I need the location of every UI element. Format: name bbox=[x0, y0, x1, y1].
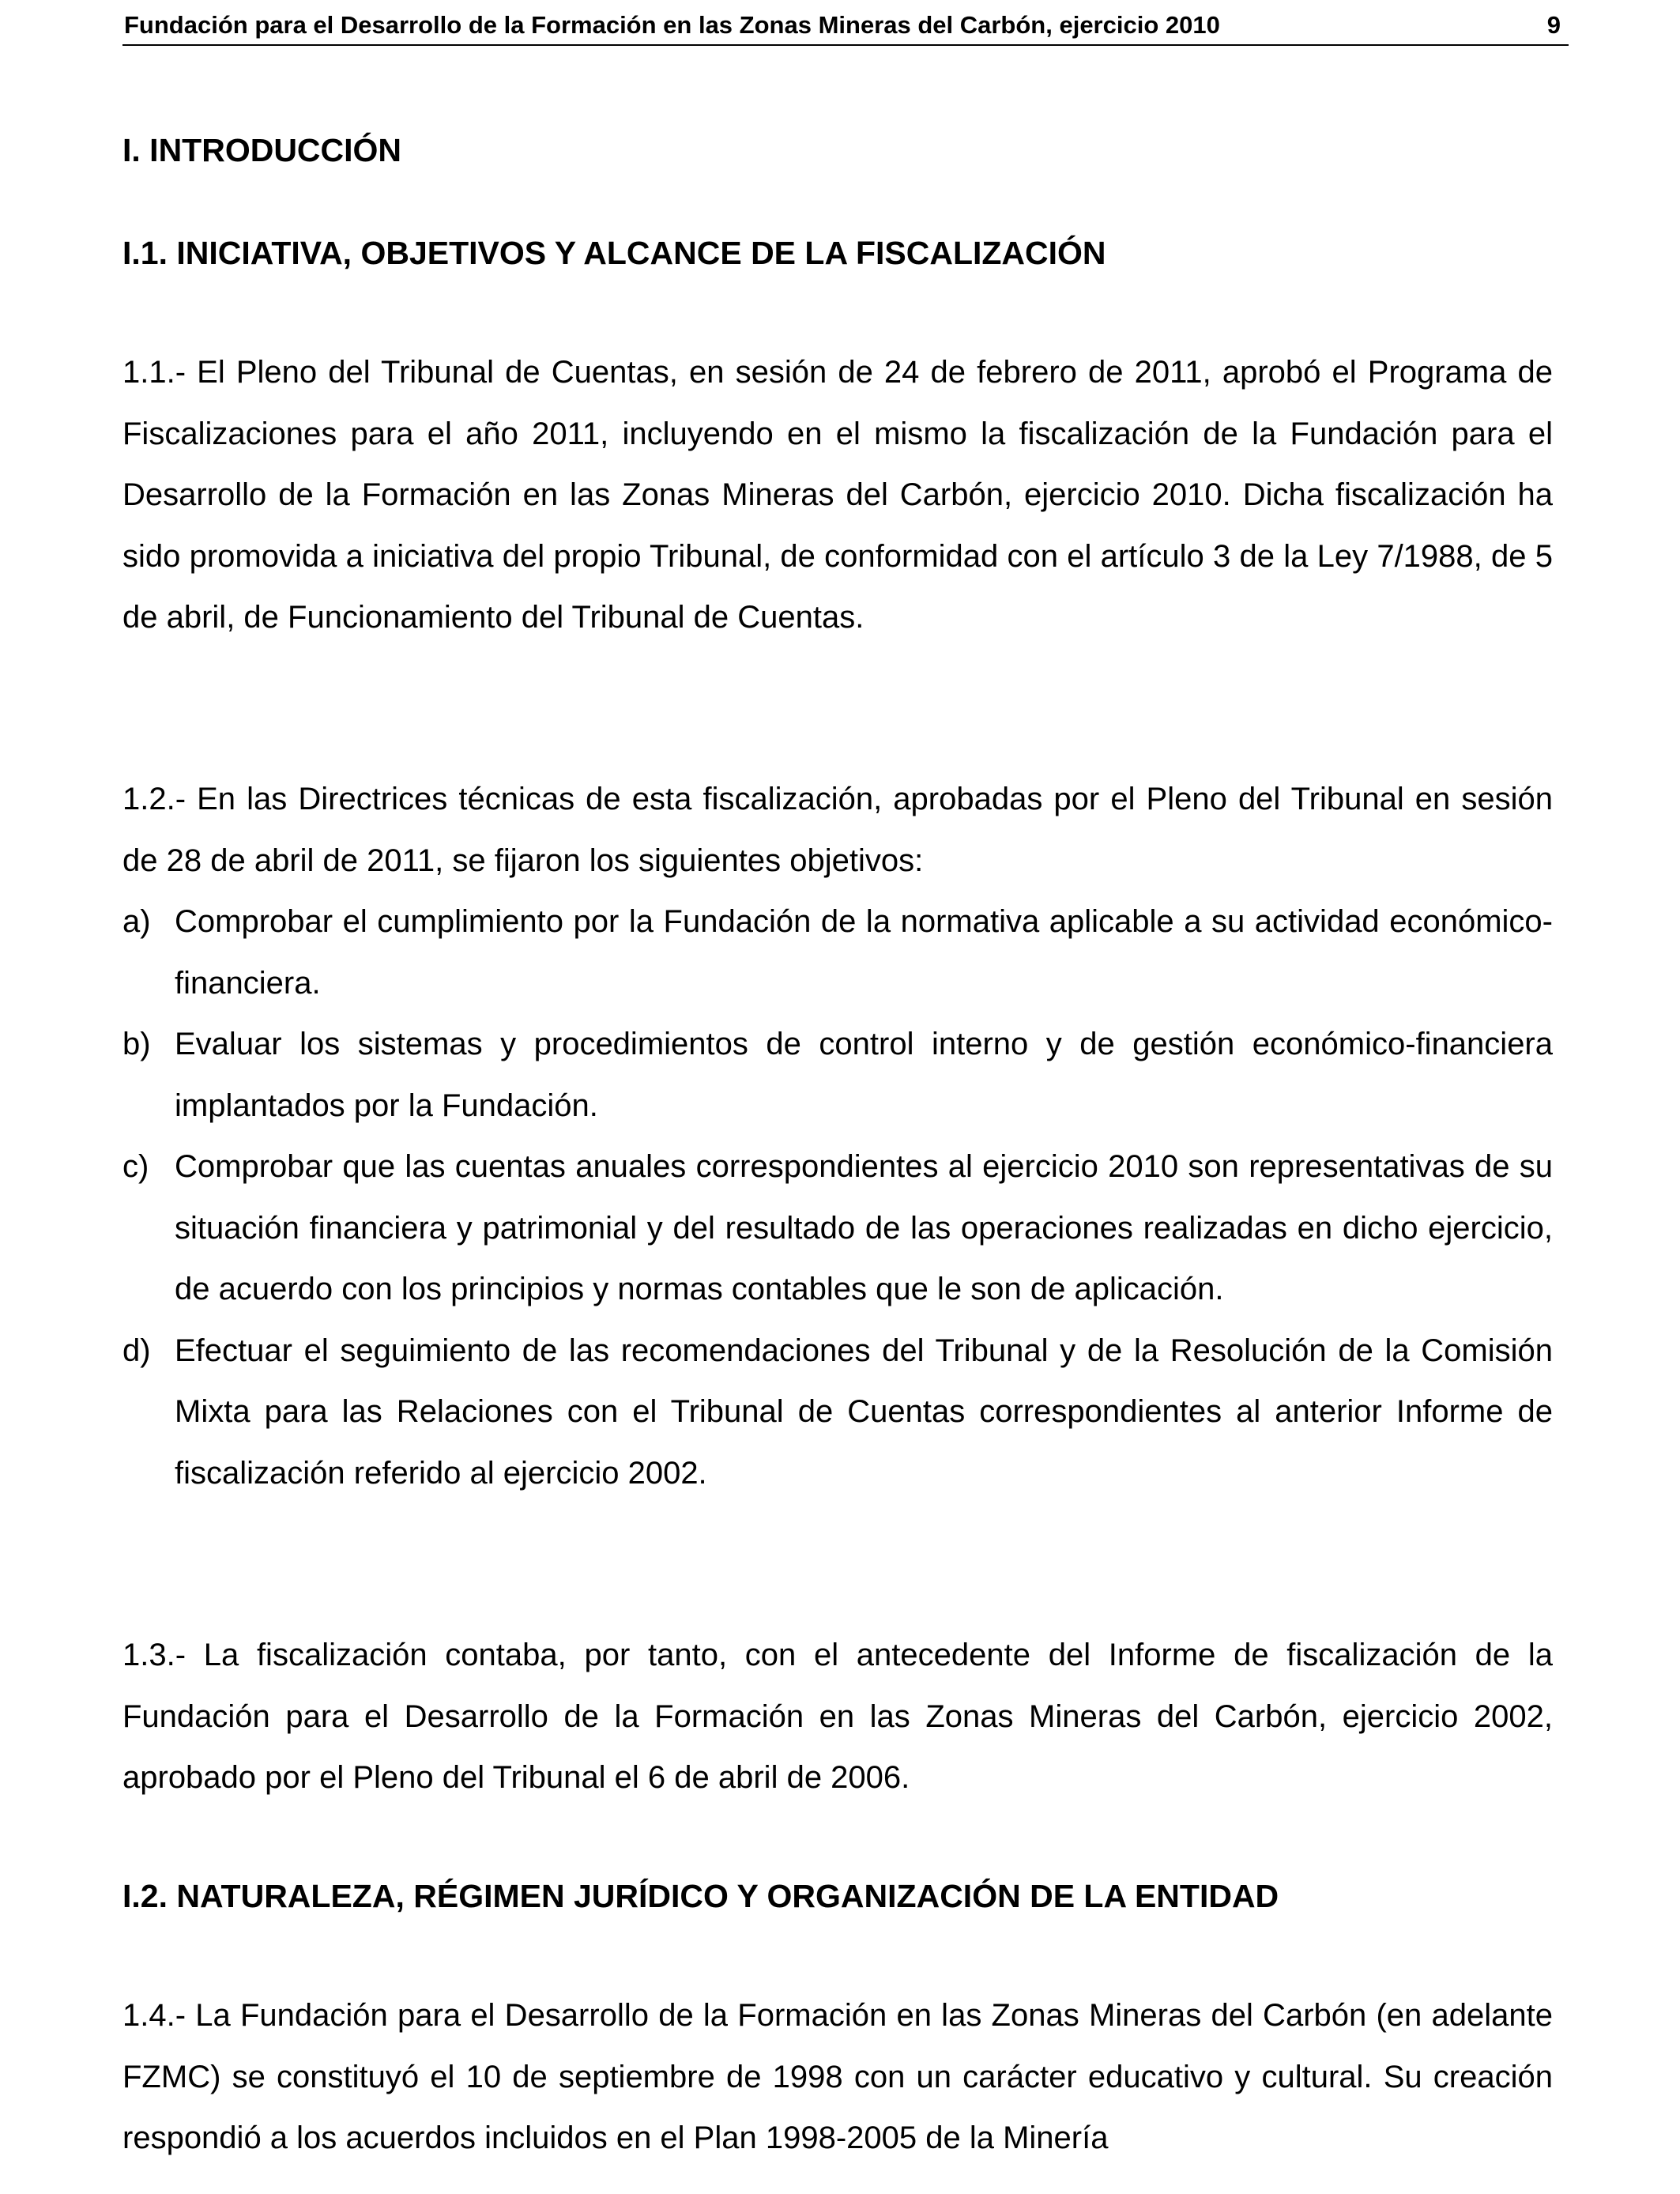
list-marker: c) bbox=[122, 1149, 149, 1184]
list-item-text: Efectuar el seguimiento de las recomendaciones del Tribunal y de la Resolución de la Comisión Mixta para las Relaciones con el Tribunal de Cuentas correspondientes al anterior Informe de fiscalización referido al ejercicio 2002. bbox=[175, 1333, 1553, 1491]
list-marker: a) bbox=[122, 904, 151, 939]
list-item bbox=[122, 892, 1553, 1014]
header-title: Fundación para el Desarrollo de la Formación en las Zonas Mineras del Carbón, ejercicio 2010 bbox=[124, 11, 1220, 39]
list-item bbox=[122, 1014, 1553, 1137]
list-item-text: Comprobar que las cuentas anuales correspondientes al ejercicio 2010 son representativas de su situación financiera y patrimonial y del resultado de las operaciones realizadas en dicho ejercicio, de acuerdo con los principios y normas contables que le son de aplicación. bbox=[175, 1149, 1553, 1306]
list-item-text: Evaluar los sistemas y procedimientos de control interno y de gestión económico-financiera implantados por la Fundación. bbox=[175, 1027, 1553, 1123]
section-heading-iniciativa: I.1. INICIATIVA, OBJETIVOS Y ALCANCE DE LA FISCALIZACIÓN bbox=[122, 235, 1106, 271]
page-number: 9 bbox=[1546, 11, 1561, 39]
running-header bbox=[122, 8, 1569, 46]
list-item-text: Comprobar el cumplimiento por la Fundación de la normativa aplicable a su actividad económico-financiera. bbox=[175, 904, 1553, 1001]
paragraph-1-1: 1.1.- El Pleno del Tribunal de Cuentas, en sesión de 24 de febrero de 2011, aprobó el Programa de Fiscalizaciones para el año 2011, incluyendo en el mismo la fiscalización de la Fundación para el Desarrollo de la Formación en las Zonas Mineras del Carbón, ejercicio 2010. Dicha fiscalización ha sido promovida a iniciativa del propio Tribunal, de conformidad con el artículo 3 de la Ley 7/1988, de 5 de abril, de Funcionamiento del Tribunal de Cuentas. bbox=[122, 355, 1553, 635]
section-heading-naturaleza: I.2. NATURALEZA, RÉGIMEN JURÍDICO Y ORGANIZACIÓN DE LA ENTIDAD bbox=[122, 1878, 1279, 1914]
paragraph-1-2: 1.2.- En las Directrices técnicas de esta fiscalización, aprobadas por el Pleno del Tribunal en sesión de 28 de abril de 2011, se fijaron los siguientes objetivos: bbox=[122, 782, 1553, 878]
list-marker: b) bbox=[122, 1027, 151, 1061]
list-item bbox=[122, 1321, 1553, 1505]
paragraph-1-4: 1.4.- La Fundación para el Desarrollo de la Formación en las Zonas Mineras del Carbón (en adelante FZMC) se constituyó el 10 de septiembre de 1998 con un carácter educativo y cultural. Su creación respondió a los acuerdos incluidos en el Plan 1998-2005 de la Minería bbox=[122, 1998, 1553, 2155]
paragraph-1-3: 1.3.- La fiscalización contaba, por tanto, con el antecedente del Informe de fiscalización de la Fundación para el Desarrollo de la Formación en las Zonas Mineras del Carbón, ejercicio 2002, aprobado por el Pleno del Tribunal el 6 de abril de 2006. bbox=[122, 1638, 1553, 1795]
objectives-list bbox=[122, 892, 1553, 1504]
section-heading-introduccion: I. INTRODUCCIÓN bbox=[122, 132, 402, 168]
list-item bbox=[122, 1137, 1553, 1321]
list-marker: d) bbox=[122, 1333, 151, 1368]
